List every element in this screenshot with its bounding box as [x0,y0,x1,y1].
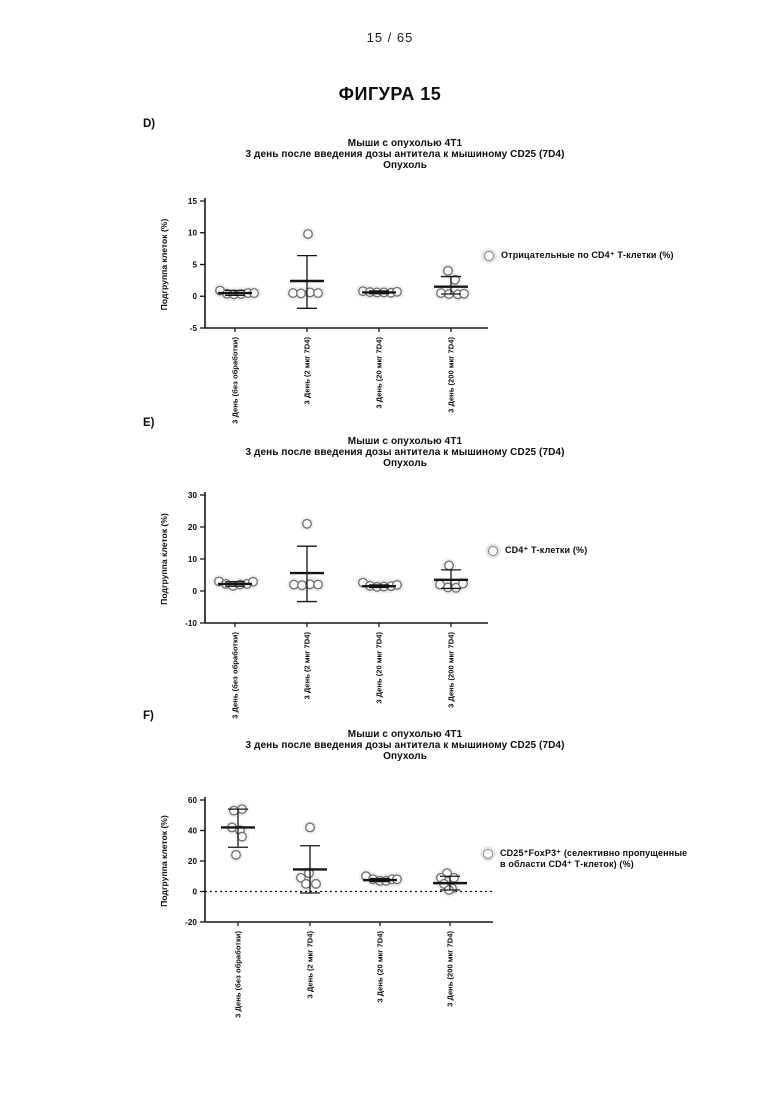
legend-e [488,545,587,556]
data-point [314,289,323,298]
x-category-label: 3 День (2 мкг 7D4) [305,931,315,999]
y-tick-label: 0 [192,292,197,302]
y-axis-label: Подгруппа клеток (%) [159,815,169,907]
chart-title-line: 3 день после введения дозы антитела к мышиному CD25 (7D4) [245,447,565,458]
y-tick-label: 10 [187,554,197,564]
data-point [232,851,241,860]
legend-label: Отрицательные по CD4⁺ Т-клетки (%) [501,250,674,260]
scatter-plot-e [140,483,520,748]
panel-label-f: F) [143,710,154,722]
y-tick-label: 40 [187,826,197,836]
y-tick-label: 10 [187,228,197,238]
data-point [444,267,453,276]
data-point [230,806,239,815]
data-point [303,520,312,529]
y-tick-label: 20 [187,856,197,866]
panel-label-e: E) [143,417,155,429]
chart-title-line: Опухоль [383,160,427,171]
data-point [298,581,307,590]
y-tick-label: 0 [192,887,197,897]
x-category-label: 3 День (200 мкг 7D4) [446,632,456,708]
data-point [297,289,306,298]
x-category-label: 3 День (20 мкг 7D4) [374,632,384,704]
page-number: 15 / 65 [366,30,414,45]
legend-circle-icon [488,546,498,556]
x-category-label: 3 День (2 мкг 7D4) [302,632,312,700]
data-point [290,580,299,589]
chart-title-line: Мыши с опухолью 4T1 [347,729,463,740]
panel-label-d: D) [143,118,156,130]
y-tick-label: 5 [192,260,197,270]
data-point [302,880,311,889]
x-category-label: 3 День (2 мкг 7D4) [302,337,312,405]
chart-title-line: Мыши с опухолью 4T1 [347,436,463,447]
legend-d [484,250,674,261]
panel-title-e [150,436,660,469]
chart-title-line: Опухоль [383,751,427,762]
data-point [238,832,247,841]
data-point [436,580,445,589]
legend-circle-icon [483,849,493,859]
y-tick-label: 0 [192,586,197,596]
x-category-label: 3 День (без обработки) [230,632,240,719]
x-category-label: 3 День (200 мкг 7D4) [446,337,456,413]
y-tick-label: 20 [187,522,197,532]
data-point [304,230,313,239]
figure-title: ФИГУРА 15 [338,84,442,104]
panel-title-f [150,729,660,762]
data-point [393,581,402,590]
legend-circle-icon [484,251,494,261]
data-point [306,823,315,832]
y-tick-label: -10 [185,618,197,628]
data-point [312,880,321,889]
y-axis-label: Подгруппа клеток (%) [159,513,169,605]
x-category-label: 3 День (без обработки) [233,931,243,1018]
data-point [437,289,446,298]
chart-title-line: 3 день после введения дозы антитела к мышиному CD25 (7D4) [245,149,565,160]
legend-f [483,848,687,870]
panel-title-d [150,138,660,171]
y-tick-label: 15 [187,196,197,206]
y-axis-label: Подгруппа клеток (%) [159,218,169,311]
x-category-label: 3 День (20 мкг 7D4) [374,337,384,409]
data-point [289,289,298,298]
y-tick-label: -20 [185,917,197,927]
chart-title-line: 3 день после введения дозы антитела к мышиному CD25 (7D4) [245,740,565,751]
scatter-plot-d [140,195,520,445]
x-category-label: 3 День (без обработки) [230,337,240,424]
y-tick-label: 30 [187,490,197,500]
legend-label: в области CD4⁺ Т-клеток) (%) [500,859,634,869]
y-tick-label: -5 [189,323,197,333]
legend-label: CD25⁺FoxP3⁺ (селективно пропущенные [500,848,688,858]
legend-label: CD4⁺ Т-клетки (%) [505,545,588,555]
data-point [314,580,323,589]
data-point [450,873,459,882]
x-category-label: 3 День (20 мкг 7D4) [375,931,385,1003]
chart-title-line: Мыши с опухолью 4T1 [347,138,463,149]
y-tick-label: 60 [187,795,197,805]
x-category-label: 3 День (200 мкг 7D4) [445,931,455,1007]
chart-title-line: Опухоль [383,458,427,469]
scatter-plot-f [140,772,520,1072]
data-point [445,561,454,570]
